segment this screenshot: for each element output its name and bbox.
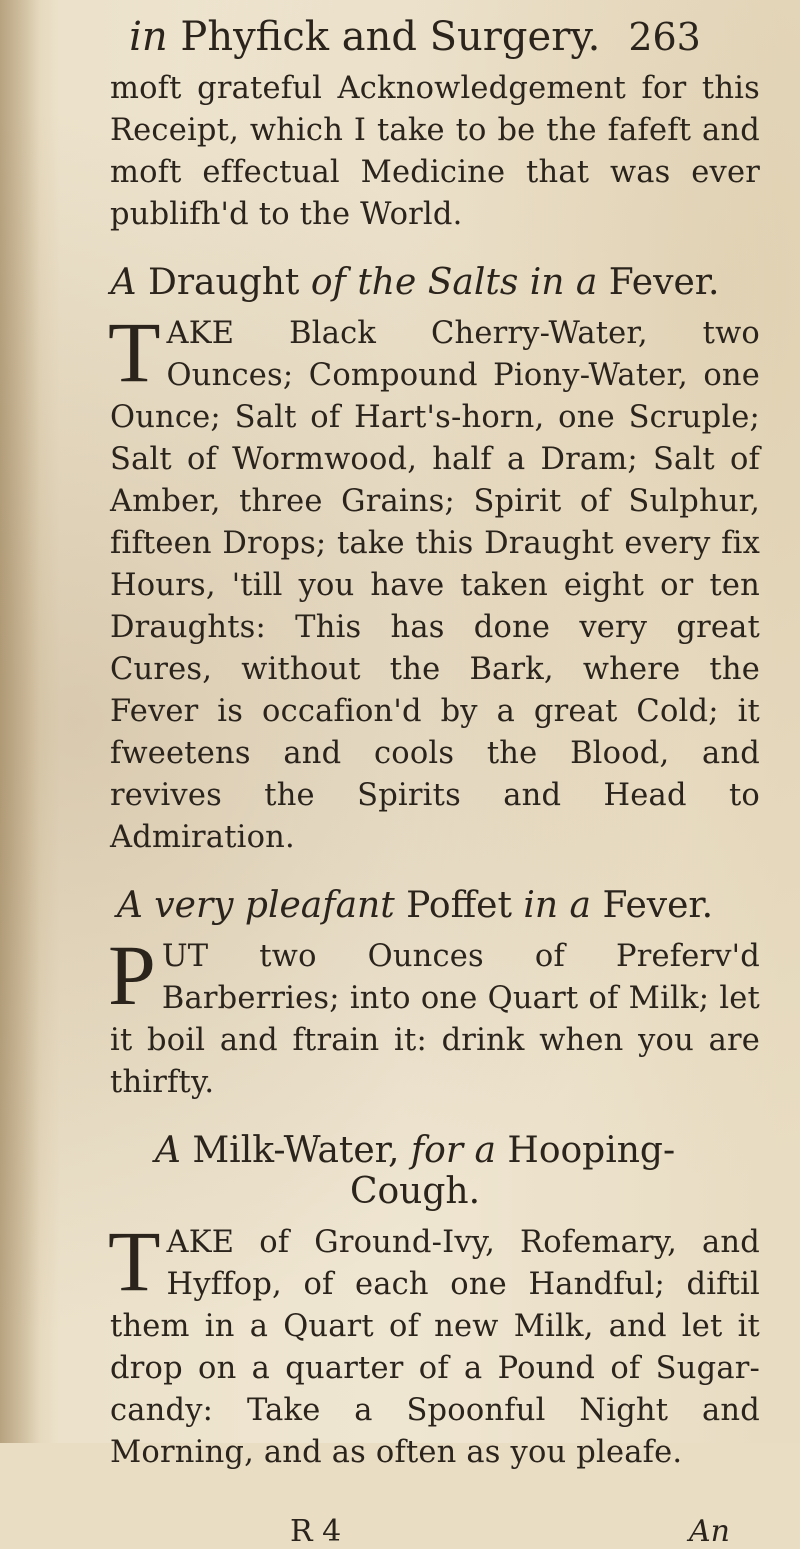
heading-2-part-a: A very pleafant [116, 885, 395, 926]
heading-3-part-a: A [154, 1130, 181, 1171]
page-gutter-shadow [0, 0, 40, 1443]
heading-3-part-b: Milk-Water, [192, 1130, 400, 1171]
heading-3-part-d: Hooping-Cough. [349, 1130, 676, 1212]
heading-2-part-d: Fever. [602, 885, 714, 926]
recipe-heading-2 [90, 885, 740, 926]
recipe-1-initial: T [108, 304, 161, 400]
heading-1-part-d: the Salts in a [357, 262, 598, 303]
recipe-3-initial: T [108, 1213, 161, 1309]
recipe-3 [108, 1213, 760, 1474]
running-title-italic: in [129, 14, 168, 60]
signature-mark: R 4 [290, 1514, 342, 1549]
heading-1-part-b: Draught [147, 262, 300, 303]
recipe-heading-1 [90, 262, 740, 303]
page-content [110, 14, 760, 1549]
page-number: 263 [628, 15, 701, 59]
heading-3-part-c: for a [410, 1130, 496, 1171]
catchword: An [689, 1514, 730, 1549]
running-title: Phyfick and Surgery. [180, 14, 601, 60]
recipe-1 [108, 304, 760, 859]
recipe-heading-3 [90, 1130, 740, 1212]
page-footer [110, 1514, 760, 1549]
heading-2-part-b: Poffet [406, 885, 512, 926]
recipe-2 [108, 927, 760, 1104]
running-header [90, 14, 740, 60]
heading-1-part-a: A [110, 262, 137, 303]
intro-paragraph: moft grateful Acknowledgement for this Receipt, which I take to be the fafeft and moft effectual Medicine that was ever publifh'd to the World. [110, 71, 760, 232]
recipe-2-text: UT two Ounces of Preferv'd Barberries; into one Quart of Milk; let it boil and ftrain it: drink when you are thirfty. [110, 939, 760, 1100]
recipe-2-initial: P [108, 927, 156, 1023]
heading-1-part-c: of [310, 262, 346, 303]
recipe-3-text: AKE of Ground-Ivy, Rofemary, and Hyffop, of each one Handful; diftil them in a Quart of new Milk, and let it drop on a quarter of a Pound of Sugar-candy: Take a Spoonful Night and Morning, and as often as you pleafe. [110, 1225, 760, 1470]
heading-1-part-e: Fever. [608, 262, 720, 303]
heading-2-part-c: in a [523, 885, 592, 926]
recipe-1-text: AKE Black Cherry-Water, two Ounces; Compound Piony-Water, one Ounce; Salt of Hart's-horn, one Scruple; Salt of Wormwood, half a Dram; Salt of Amber, three Grains; Spirit of Sulphur, fifteen Drops; take this Draught every fix Hours, 'till you have taken eight or ten Draughts: This has done very great Cures, without the Bark, where the Fever is occafion'd by a great Cold; it fweetens and cools the Blood, and revives the Spirits and Head to Admiration. [110, 316, 760, 855]
